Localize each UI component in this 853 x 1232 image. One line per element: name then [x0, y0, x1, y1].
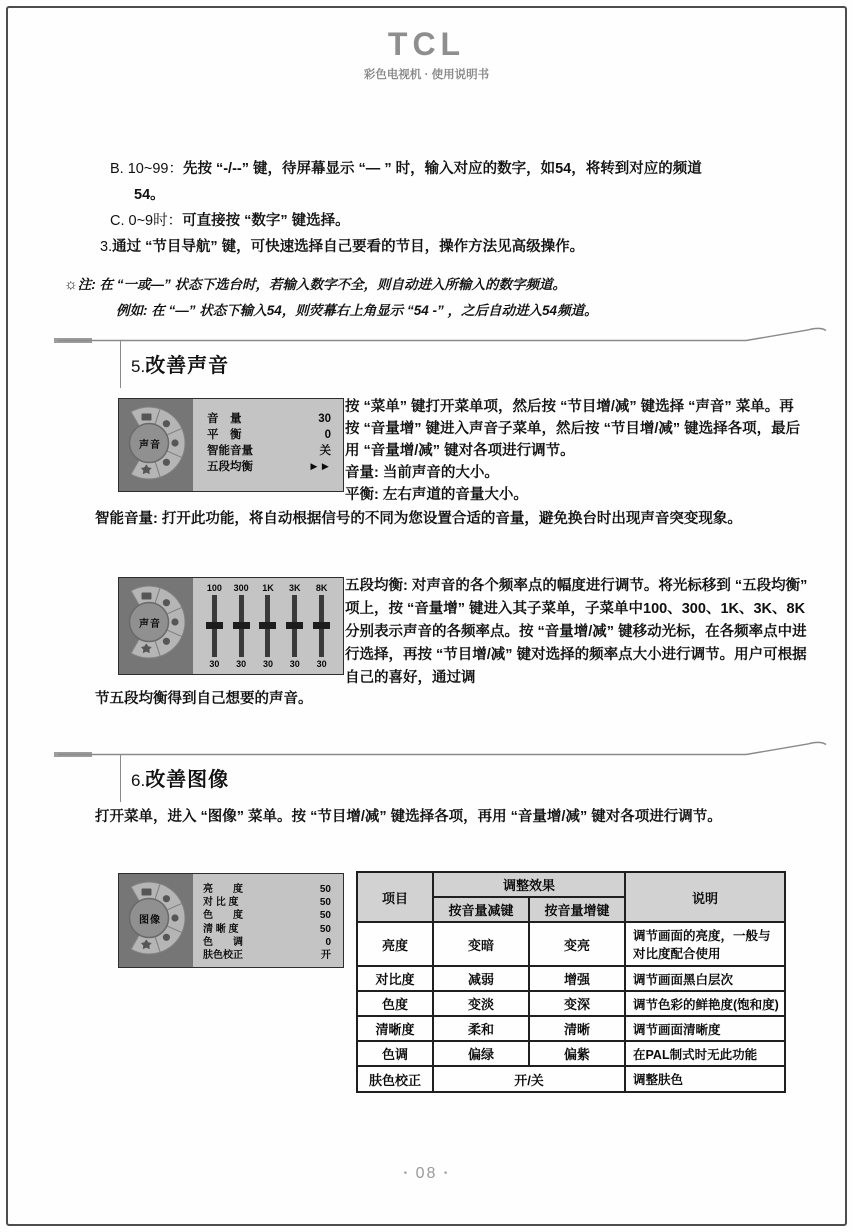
cell-down: 变暗: [433, 922, 529, 966]
picture-menu-screenshot: [118, 873, 344, 968]
note-line-2: [116, 298, 598, 324]
step-b-text: 先按 “-/--” 键，待屏幕显示 “— ” 时，输入对应的数字，如54，将转到对应的频道: [182, 161, 702, 177]
footer-dot-right: •: [443, 1168, 450, 1179]
step-c-text: 可直接按 “数字” 键选择。: [182, 213, 350, 229]
section6-number: 6.: [131, 771, 146, 790]
equalizer-sliders: [193, 578, 343, 674]
menu-item-smart-volume: [207, 443, 331, 459]
menu-item-value: 50: [319, 910, 331, 922]
table-row-tint: [357, 1041, 785, 1066]
menu-item-value: 30: [318, 413, 331, 425]
wheel-label-sound: 声音: [139, 619, 161, 630]
sound-menu-screenshot: [118, 398, 344, 492]
eq-slider-handle: [259, 622, 276, 629]
menu-item-value: 50: [319, 884, 331, 895]
section6-name: 改善图像: [145, 769, 230, 791]
eq-slider-handle: [286, 622, 303, 629]
note-label: 注:: [77, 277, 96, 292]
manual-subtitle: 彩色电视机 · 使用说明书: [363, 69, 490, 81]
cell-desc: 调整肤色: [625, 1066, 785, 1092]
menu-item-value: 0: [325, 936, 331, 948]
menu-item-skin-correction: [203, 949, 331, 962]
menu-item-label: 对 比 度: [203, 897, 239, 909]
section5-rule: [120, 340, 121, 388]
step-b-cont: 54。: [134, 187, 165, 203]
step-c-prefix: C. 0~9时：: [110, 213, 183, 229]
eq-band-8k: [311, 583, 333, 669]
cell-item: 亮度: [357, 922, 433, 966]
eq-band-label: 1K: [262, 583, 274, 593]
cell-down: 变淡: [433, 991, 529, 1016]
step-3-text: 通过 “节目导航” 键，可快速选择自己要看的节目，操作方法见高级操作。: [112, 239, 585, 255]
picture-menu-wheel: [119, 874, 193, 967]
section5-name: 改善声音: [145, 355, 230, 377]
cell-item: 清晰度: [357, 1016, 433, 1041]
table-row-brightness: [357, 922, 785, 966]
table-header-effect: 调整效果: [433, 872, 625, 897]
menu-item-value: 50: [319, 923, 331, 935]
table-row-color: [357, 991, 785, 1016]
menu-item-label: 音 量: [207, 413, 242, 425]
eq-band-value: 30: [209, 659, 220, 669]
cell-item: 对比度: [357, 966, 433, 991]
eq-slider: [239, 595, 244, 657]
table-header-volume-down: 按音量减键: [433, 897, 529, 922]
page-number: 08: [415, 1165, 438, 1182]
menu-item-value: 0: [324, 429, 331, 441]
eq-band-300: [230, 583, 252, 669]
eq-band-label: 300: [233, 583, 249, 593]
menu-item-color: [203, 909, 331, 922]
table-row-skin-correction: [357, 1066, 785, 1092]
cell-desc: 调节画面黑白层次: [625, 966, 785, 991]
cell-on-off: 开/关: [433, 1066, 625, 1092]
eq-band-label: 3K: [289, 583, 301, 593]
balance-definition: 平衡: 左右声道的音量大小。: [345, 487, 528, 503]
cell-up: 偏紫: [529, 1041, 625, 1066]
section6-title: [131, 763, 229, 792]
step-3-line: [100, 236, 584, 258]
section5-title: [131, 349, 229, 378]
eq-band-1k: [257, 583, 279, 669]
menu-item-label: 色 度: [203, 910, 243, 922]
sound-menu-items: [193, 399, 343, 491]
equalizer-menu-screenshot: [118, 577, 344, 675]
menu-item-label: 平 衡: [207, 429, 242, 441]
note-text-1: 在 “一或—” 状态下选台时，若输入数字不全，则自动进入所输入的数字频道。: [99, 277, 567, 292]
section5-number: 5.: [131, 357, 146, 376]
eq-band-3k: [284, 583, 306, 669]
menu-item-label: 五段均衡: [207, 461, 253, 473]
step-b-prefix: B. 10~99：: [110, 161, 183, 177]
picture-menu-items: [193, 874, 343, 967]
wheel-label-picture: 图像: [139, 915, 161, 926]
note-text-2: 在 “—” 状态下输入54，则荧幕右上角显示 “54 -” ，之后自动进入54频道。: [151, 303, 598, 318]
table-header-description: 说明: [625, 872, 785, 922]
eq-band-100: [203, 583, 225, 669]
table-header-volume-up: 按音量增键: [529, 897, 625, 922]
sound-para: 按 “菜单” 键打开菜单项，然后按 “节目增/减” 键选择 “声音” 菜单。再按 “音量增” 键进入声音子菜单，然后按 “节目增/减” 键选择各项，最后用 “音量增/减” 键对各项进行调节。: [345, 399, 801, 459]
eq-band-value: 30: [316, 659, 327, 669]
menu-item-value: 50: [319, 897, 331, 909]
eq-band-value: 30: [262, 659, 273, 669]
eq-slider: [319, 595, 324, 657]
menu-item-label: 肤色校正: [203, 950, 243, 962]
step-c-line: [110, 210, 350, 232]
wheel-label-sound: 声音: [139, 440, 161, 451]
eq-band-value: 30: [289, 659, 300, 669]
picture-adjustment-table: [356, 871, 786, 1093]
eq-slider: [292, 595, 297, 657]
cell-desc: 调节色彩的鲜艳度(饱和度): [625, 991, 785, 1016]
menu-item-brightness: [203, 883, 331, 896]
cell-item: 色调: [357, 1041, 433, 1066]
tcl-logo: TCL: [387, 26, 466, 62]
menu-item-value: ►►: [308, 461, 331, 473]
volume-definition: 音量: 当前声音的大小。: [345, 465, 499, 481]
section6-rule: [120, 754, 121, 802]
menu-item-equalizer: [207, 459, 331, 475]
equalizer-menu-wheel: [119, 578, 193, 674]
cell-up: 变深: [529, 991, 625, 1016]
menu-item-label: 清 晰 度: [203, 923, 239, 935]
eq-band-label: 8K: [315, 583, 328, 593]
menu-item-label: 亮 度: [203, 884, 243, 895]
menu-item-value: 关: [319, 445, 331, 457]
step-3-prefix: 3.: [100, 239, 113, 255]
cell-up: 变亮: [529, 922, 625, 966]
menu-item-sharpness: [203, 923, 331, 936]
cell-down: 偏绿: [433, 1041, 529, 1066]
menu-item-balance: [207, 427, 331, 443]
cell-down: 减弱: [433, 966, 529, 991]
picture-intro-paragraph: 打开菜单，进入 “图像” 菜单。按 “节目增/减” 键选择各项，再用 “音量增/减” 键对各项进行调节。: [95, 809, 722, 825]
menu-item-volume: [207, 411, 331, 427]
menu-item-tint: [203, 936, 331, 949]
cell-item: 肤色校正: [357, 1066, 433, 1092]
smart-volume-paragraph: 智能音量: 打开此功能，将自动根据信号的不同为您设置合适的音量，避免换台时出现声音突变现象。: [95, 511, 742, 527]
cell-desc: 调节画面清晰度: [625, 1016, 785, 1041]
table-row-sharpness: [357, 1016, 785, 1041]
sound-instructions: [345, 396, 807, 506]
equalizer-paragraph-cont: 节五段均衡得到自己想要的声音。: [95, 691, 313, 707]
eq-band-value: 30: [236, 659, 247, 669]
menu-item-label: 色 调: [203, 936, 243, 948]
cell-desc: 在PAL制式时无此功能: [625, 1041, 785, 1066]
table-row-contrast: [357, 966, 785, 991]
menu-item-value: 开: [321, 950, 331, 962]
sun-note-icon: ☼: [64, 276, 78, 293]
eq-slider-handle: [313, 622, 330, 629]
page-footer: [0, 1165, 853, 1183]
eq-band-label: 100: [206, 583, 222, 593]
cell-up: 清晰: [529, 1016, 625, 1041]
cell-up: 增强: [529, 966, 625, 991]
cell-down: 柔和: [433, 1016, 529, 1041]
sound-menu-wheel: [119, 399, 193, 491]
cell-desc: 调节画面的亮度，一般与对比度配合使用: [625, 922, 785, 966]
footer-dot-left: •: [403, 1168, 410, 1179]
menu-item-label: 智能音量: [207, 445, 253, 457]
menu-item-contrast: [203, 896, 331, 909]
table-header-item: 项目: [357, 872, 433, 922]
note-example-label: 例如:: [116, 303, 148, 318]
eq-slider-handle: [206, 622, 223, 629]
equalizer-paragraph: 五段均衡: 对声音的各个频率点的幅度进行调节。将光标移到 “五段均衡” 项上，按 “音量增” 键进入其子菜单，子菜单中100、300、1K、3K、8K分别表示声音的各频率点。按 “音量增/减” 键移动光标，在各频率点中进行选择，再按 “节目增/减” 键对选择的频率点大小进行调节。用户可根据自己的喜好，通过调: [345, 578, 808, 686]
note-line-1: [64, 272, 566, 298]
eq-slider: [212, 595, 217, 657]
cell-item: 色度: [357, 991, 433, 1016]
eq-slider: [265, 595, 270, 657]
step-b-line: [110, 158, 702, 180]
eq-slider-handle: [233, 622, 250, 629]
